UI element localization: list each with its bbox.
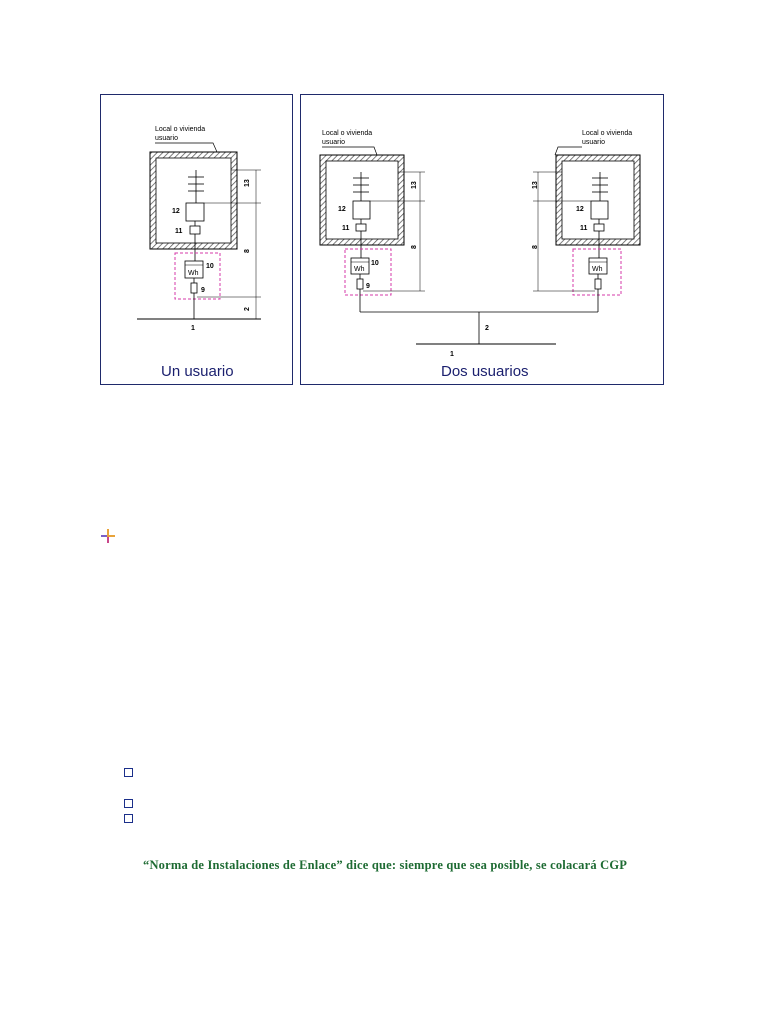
caption-dos-usuarios: Dos usuarios [441,363,529,380]
label-10: 10 [206,263,214,270]
checkbox-bullet-icon [124,814,133,823]
premises-label-left-line1: Local o vivienda [322,130,373,137]
label-11-right: 11 [580,225,588,232]
diagram-panel-dos-usuarios [300,94,664,385]
label-12-left: 12 [338,206,346,213]
meter-wh-right: Wh [592,266,603,273]
arrow-bullet-icon [100,528,116,544]
premises-label-right-line1: Local o vivienda [582,130,633,137]
label-8: 8 [244,249,251,253]
label-1-shared: 1 [450,351,454,358]
label-13-left: 13 [411,181,418,189]
checkbox-bullet-icon [124,768,133,777]
label-1: 1 [191,325,195,332]
wiring-diagram-two-users [301,95,663,384]
label-10-left: 10 [371,260,379,267]
wiring-diagram-single-user [101,95,292,384]
label-12: 12 [172,208,180,215]
label-2: 2 [244,307,251,311]
switch-11 [190,226,200,234]
diagram-panel-un-usuario [100,94,293,385]
label-2-shared: 2 [485,325,489,332]
premises-label-right-line2: usuario [582,139,605,146]
fuse-9 [191,283,197,293]
label-9-left: 9 [366,283,370,290]
checkbox-bullet-icon [124,799,133,808]
label-8-left: 8 [411,245,418,249]
norma-quote-text: “Norma de Instalaciones de Enlace” dice que: siempre que sea posible, se colacará CGP [143,858,628,872]
panel-board-12 [186,203,204,221]
premises-label-left-line2: usuario [322,139,345,146]
label-11: 11 [175,228,183,235]
label-13: 13 [244,179,251,187]
label-9: 9 [201,287,205,294]
label-11-left: 11 [342,225,350,232]
caption-un-usuario: Un usuario [161,363,234,380]
label-13-right: 13 [532,181,539,189]
meter-wh-left: Wh [354,266,365,273]
premises-label-line2: usuario [155,135,178,142]
premises-leader-line [155,143,217,152]
label-12-right: 12 [576,206,584,213]
label-8-right: 8 [532,245,539,249]
meter-wh-label: Wh [188,270,199,277]
premises-label-line1: Local o vivienda [155,126,206,133]
